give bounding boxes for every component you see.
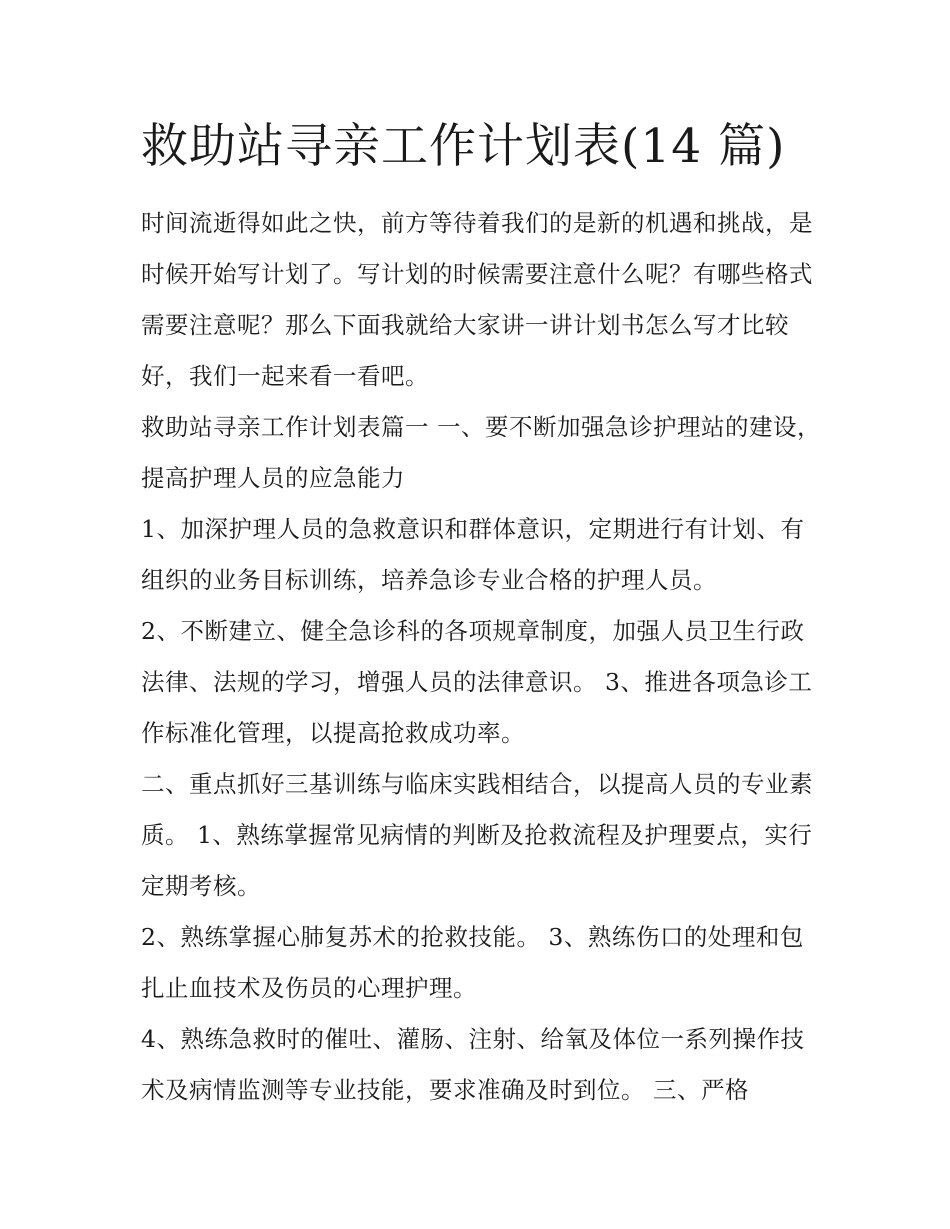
paragraph-section-one: 救助站寻亲工作计划表篇一 一、要不断加强急诊护理站的建设，提高护理人员的应急能力 xyxy=(141,413,821,492)
paragraph-section-two: 二、重点抓好三基训练与临床实践相结合，以提高人员的专业素质。 1、熟练掌握常见病情的判断及抢救流程及护理要点，实行定期考核。 xyxy=(141,770,813,900)
document-title: 救助站寻亲工作计划表(14 篇) xyxy=(141,119,786,174)
paragraph-skills-4: 4、熟练急救时的催吐、灌肠、注射、给氧及体位一系列操作技术及病情监测等专业技能，要求准确及时到位。 三、严格 xyxy=(141,1025,805,1104)
paragraph-item-1: 1、加深护理人员的急救意识和群体意识，定期进行有计划、有组织的业务目标训练，培养急诊专业合格的护理人员。 xyxy=(141,515,805,594)
paragraph-item-2-3: 2、不断建立、健全急诊科的各项规章制度，加强人员卫生行政法律、法规的学习，增强人员的法律意识。 3、推进各项急诊工作标准化管理，以提高抢救成功率。 xyxy=(141,617,813,747)
paragraph-intro: 时间流逝得如此之快，前方等待着我们的是新的机遇和挑战，是时候开始写计划了。写计划的时候需要注意什么呢？有哪些格式需要注意呢？那么下面我就给大家讲一讲计划书怎么写才比较好，我们一起来看一看吧。 xyxy=(141,209,813,390)
document-page xyxy=(141,112,821,1116)
paragraph-skills-2-3: 2、熟练掌握心肺复苏术的抢救技能。 3、熟练伤口的处理和包扎止血技术及伤员的心理护理。 xyxy=(141,923,804,1002)
